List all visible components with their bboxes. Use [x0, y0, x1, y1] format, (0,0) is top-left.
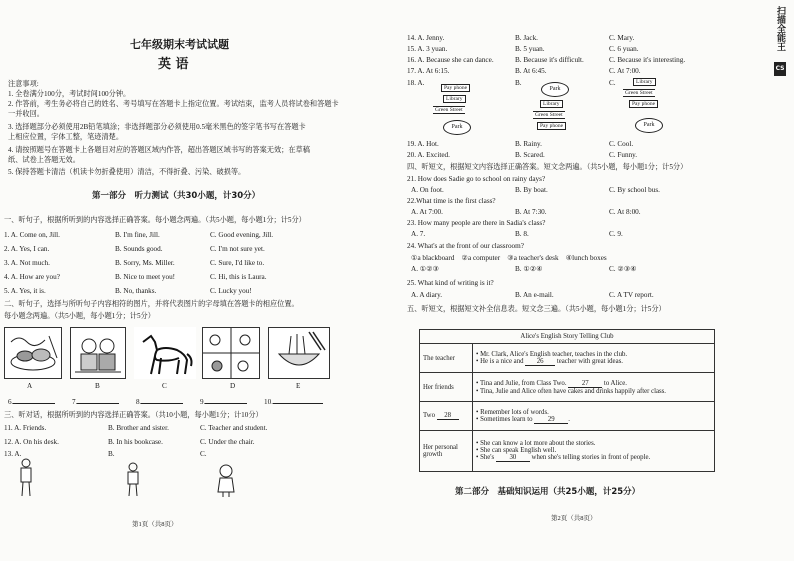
teacher-line-2 — [476, 358, 711, 366]
growth-label-2: growth — [423, 451, 443, 458]
blank-9-line — [205, 396, 247, 404]
club-table-title: Alice's English Story Telling Club — [420, 330, 715, 344]
sec5-instructions: 五、听短文，根据短文补全信息表。短文念三遍。（共5小题，每小题1分；计5分） — [407, 305, 666, 313]
friends-line-1-end: to Alice. — [602, 379, 627, 387]
teacher-line-2-start: • He is a nice and — [476, 357, 526, 365]
q24-a: A. ①②③ — [411, 265, 440, 273]
q12-b: B. In his bookcase. — [108, 438, 163, 446]
q11-a: 11. A. Friends. — [4, 424, 47, 432]
pic-label-c: C — [162, 382, 167, 390]
growth-label-1: Her personal — [423, 444, 458, 451]
teacher-cell — [473, 344, 715, 373]
notice-title: 注意事项: — [8, 80, 39, 88]
picture-d-comic — [202, 327, 260, 379]
q17-c: C. At 7:00. — [609, 67, 641, 75]
blank-10 — [264, 396, 323, 407]
notice-3: 3. 选择题部分必须使用2B铅笔填涂；非选择题部分必须使用0.5毫米黑色的签字笔书写在答题卡 — [8, 123, 306, 131]
children-picture-icon — [71, 328, 125, 378]
picture-b-children — [70, 327, 126, 379]
exam-subject: 英 语 — [158, 57, 189, 72]
q15-b: B. 5 yuan. — [515, 45, 545, 53]
q11-b: B. Brother and sister. — [108, 424, 169, 432]
q23-c: C. 9. — [609, 230, 623, 238]
q22-a: A. At 7:00. — [411, 208, 443, 216]
scanner-brand: 扫描全能王 — [775, 6, 785, 51]
growth-line-1: • She can know a lot more about the stories. — [476, 440, 596, 447]
q1-a: 1. A. Come on, Jill. — [4, 231, 60, 239]
q22-b: B. At 7:30. — [515, 208, 547, 216]
person-boy-icon — [122, 462, 144, 498]
sec2-instructions-2: 每小题念两遍。（共5小题，每小题1分；计5分） — [4, 312, 155, 320]
page-footer-left: 第1页（共8页） — [132, 521, 178, 528]
q19-a: 19. A. Hot. — [407, 140, 439, 148]
pic-label-a: A — [27, 382, 33, 390]
q4-a: 4. A. How are you? — [4, 273, 60, 281]
q5-b: B. No, thanks. — [115, 287, 157, 295]
q19-b: B. Rainy. — [515, 140, 542, 148]
q12-c: C. Under the chair. — [200, 438, 255, 446]
q17-a: 17. A. At 6:15. — [407, 67, 450, 75]
friends-cell — [473, 373, 715, 402]
q17-b: B. At 6:45. — [515, 67, 547, 75]
q24-c: C. ②③④ — [609, 265, 637, 273]
blank-10-line — [273, 396, 323, 404]
q14-a: 14. A. Jenny. — [407, 34, 445, 42]
map-a-park: Park — [443, 120, 471, 135]
q20-c: C. Funny. — [609, 151, 638, 159]
q16-a: 16. A. Because she can dance. — [407, 56, 494, 64]
club-info-table — [419, 329, 715, 472]
q24-question: 24. What's at the front of our classroom? — [407, 242, 524, 250]
q13-c: C. — [200, 450, 207, 458]
q2-b: B. Sounds good. — [115, 245, 163, 253]
noodles-picture-icon — [269, 328, 329, 378]
q20-a: 20. A. Excited. — [407, 151, 450, 159]
part1-heading: 第一部分 听力测试（共30小题，计30分） — [92, 191, 261, 201]
q11-c: C. Teacher and student. — [200, 424, 268, 432]
q3-b: B. Sorry, Ms. Miller. — [115, 259, 175, 267]
q16-c: C. Because it's interesting. — [609, 56, 686, 64]
blank-7-line — [77, 396, 119, 404]
part2-heading: 第二部分 基础知识运用（共25小题，计25分） — [455, 487, 641, 497]
q16-b: B. Because it's difficult. — [515, 56, 584, 64]
blank-26[interactable] — [525, 358, 555, 366]
q18-b-label: B. — [515, 79, 522, 87]
person-girl-icon — [214, 464, 238, 498]
two-label: Two — [423, 412, 435, 419]
notice-3b: 上相应位置，字体工整，笔迹清楚。 — [8, 133, 124, 141]
q1-c: C. Good evening, Jill. — [210, 231, 274, 239]
blank-27[interactable] — [568, 380, 602, 388]
teacher-label: The teacher — [420, 344, 473, 373]
growth-line-2: • She can speak English well. — [476, 447, 557, 454]
blank-30[interactable] — [496, 454, 530, 462]
blank-6 — [8, 396, 55, 407]
map-c-library: Library — [633, 78, 656, 86]
q4-b: B. Nice to meet you! — [115, 273, 176, 281]
friends-line-1 — [476, 380, 711, 388]
blank-7-number: 7. — [72, 398, 78, 406]
blank-7 — [72, 396, 119, 407]
q14-c: C. Mary. — [609, 34, 635, 42]
map-c-street: Green Street — [625, 90, 653, 96]
blank-6-line — [13, 396, 55, 404]
map-b-park: Park — [541, 82, 569, 97]
q25-c: C. A TV report. — [609, 291, 654, 299]
q3-c: C. Sure, I'd like to. — [210, 259, 265, 267]
q19-c: C. Cool. — [609, 140, 634, 148]
picture-c-horse — [134, 327, 196, 379]
horse-picture-icon — [135, 328, 195, 378]
q3-a: 3. A. Not much. — [4, 259, 50, 267]
exam-title: 七年级期末考试试题 — [130, 38, 229, 51]
notice-4b: 纸、试卷上答题无效。 — [8, 156, 80, 164]
map-c-park: Park — [635, 118, 663, 133]
q5-c: C. Lucky you! — [210, 287, 252, 295]
notice-1: 1. 全卷满分100分，考试时间100分钟。 — [8, 90, 131, 98]
q5-a: 5. A. Yes, it is. — [4, 287, 46, 295]
friends-label: Her friends — [420, 373, 473, 402]
q12-a: 12. A. On his desk. — [4, 438, 59, 446]
sec3-instructions: 三、听对话，根据所听到的内容选择正确答案。（共10小题，每小题1分；计10分） — [4, 411, 263, 419]
picture-e-noodles — [268, 327, 330, 379]
q18-label: 18. A. — [407, 79, 425, 87]
q22-c: C. At 8:00. — [609, 208, 641, 216]
comic-picture-icon — [203, 328, 259, 378]
q23-b: B. 8. — [515, 230, 529, 238]
food-picture-icon — [5, 328, 61, 378]
map-a-payphone: Pay phone — [441, 84, 470, 92]
notice-4: 4. 请按照题号在答题卡上各题目对应的答题区域内作答，超出答题区域书写的答案无效；在草稿 — [8, 146, 310, 154]
q13-a: 13. A. — [4, 450, 22, 458]
friends-line-1-start: • Tina and Julie, from Class Two. — [476, 379, 569, 387]
q21-c: C. By school bus. — [609, 186, 660, 194]
pic-label-b: B — [95, 382, 100, 390]
blank-8-number: 8. — [136, 398, 142, 406]
map-b-library: Library — [540, 100, 563, 108]
picture-a-food — [4, 327, 62, 379]
q1-b: B. I'm fine, Jill. — [115, 231, 160, 239]
blank-27-number: 27 — [581, 379, 589, 387]
person-man-icon — [14, 458, 38, 498]
blank-8-line — [141, 396, 183, 404]
q4-c: C. Hi, this is Laura. — [210, 273, 267, 281]
map-b-payphone: Pay phone — [537, 122, 566, 130]
q15-c: C. 6 yuan. — [609, 45, 639, 53]
q21-a: A. On foot. — [411, 186, 444, 194]
blank-30-number: 30 — [509, 454, 517, 461]
growth-line-3 — [476, 454, 711, 462]
blank-29-number: 29 — [547, 415, 555, 423]
two-line-2-start: • Sometimes learn to — [476, 415, 535, 423]
blank-9-number: 9. — [200, 398, 206, 406]
q25-b: B. An e-mail. — [515, 291, 554, 299]
q23-question: 23. How many people are there in Sadia's class? — [407, 219, 546, 227]
notice-2b: 一并收回。 — [8, 110, 44, 118]
two-line-2 — [476, 416, 711, 424]
sec4-instructions: 四、听短文，根据短文内容选择正确答案。短文念两遍。（共5小题，每小题1分；计5分） — [407, 163, 688, 171]
q24-items: ①a blackboard ②a computer ③a teacher's desk ④lunch boxes — [411, 254, 607, 262]
pic-label-e: E — [296, 382, 301, 390]
right-page — [397, 0, 794, 561]
scanner-badge-icon: CS — [774, 62, 786, 76]
map-a-street: Green Street — [435, 107, 463, 113]
q25-a: A. A diary. — [411, 291, 443, 299]
blank-28-number: 28 — [444, 412, 452, 419]
q21-question: 21. How does Sadie go to school on rainy days? — [407, 175, 546, 183]
q23-a: A. 7. — [411, 230, 426, 238]
two-label-cell — [420, 402, 473, 431]
q15-a: 15. A. 3 yuan. — [407, 45, 448, 53]
notice-2: 2. 作答前，考生务必将自己的姓名、考号填写在答题卡上指定位置。考试结束，监考人员将试卷和答题卡 — [8, 100, 339, 108]
blank-10-number: 10. — [264, 398, 273, 406]
two-line-1: • Remember lots of words. — [476, 408, 549, 416]
blank-8 — [136, 396, 183, 407]
page-footer-right: 第2页（共8页） — [551, 515, 597, 522]
map-a-library: Library — [443, 95, 466, 103]
blank-6-number: 6. — [8, 398, 14, 406]
blank-29[interactable] — [534, 416, 568, 424]
q2-c: C. I'm not sure yet. — [210, 245, 265, 253]
q20-b: B. Scared. — [515, 151, 545, 159]
growth-label-cell — [420, 431, 473, 472]
friends-line-2: • Tina, Julie and Alice often have cakes and drinks happily after class. — [476, 387, 667, 395]
q22-question: 22.What time is the first class? — [407, 197, 496, 205]
scanner-watermark — [768, 0, 794, 120]
q14-b: B. Jack. — [515, 34, 538, 42]
two-cell — [473, 402, 715, 431]
pic-label-d: D — [230, 382, 236, 390]
map-c-payphone: Pay phone — [629, 100, 658, 108]
q21-b: B. By boat. — [515, 186, 548, 194]
q24-b: B. ①②④ — [515, 265, 543, 273]
growth-cell — [473, 431, 715, 472]
blank-28[interactable] — [437, 412, 459, 420]
map-b-street: Green Street — [535, 112, 563, 118]
growth-line-3-start: • She's — [476, 454, 496, 461]
q2-a: 2. A. Yes, I can. — [4, 245, 50, 253]
sec1-instructions: 一、听句子，根据所听到的内容选择正确答案。每小题念两遍。（共5小题，每小题1分；计5分） — [4, 216, 306, 224]
q18-c-label: C. — [609, 79, 616, 87]
two-line-2-end: . — [568, 415, 570, 423]
growth-line-3-end: when she's telling stories in front of people. — [529, 454, 651, 461]
q25-question: 25. What kind of writing is it? — [407, 279, 494, 287]
notice-5: 5. 保持答题卡清洁（机读卡勿折叠使用）清洁，不得折叠、污染、破损等。 — [8, 168, 246, 176]
blank-26-number: 26 — [536, 357, 544, 365]
blank-9 — [200, 396, 247, 407]
sec2-instructions: 二、听句子，选择与所听句子内容相符的图片，并将代表图片的字母填在答题卡的相应位置。 — [4, 300, 299, 308]
q13-b: B. — [108, 450, 115, 458]
teacher-line-1: • Mr. Clark, Alice's English teacher, teaches in the club. — [476, 350, 628, 358]
teacher-line-2-end: teacher with great ideas. — [555, 357, 623, 365]
